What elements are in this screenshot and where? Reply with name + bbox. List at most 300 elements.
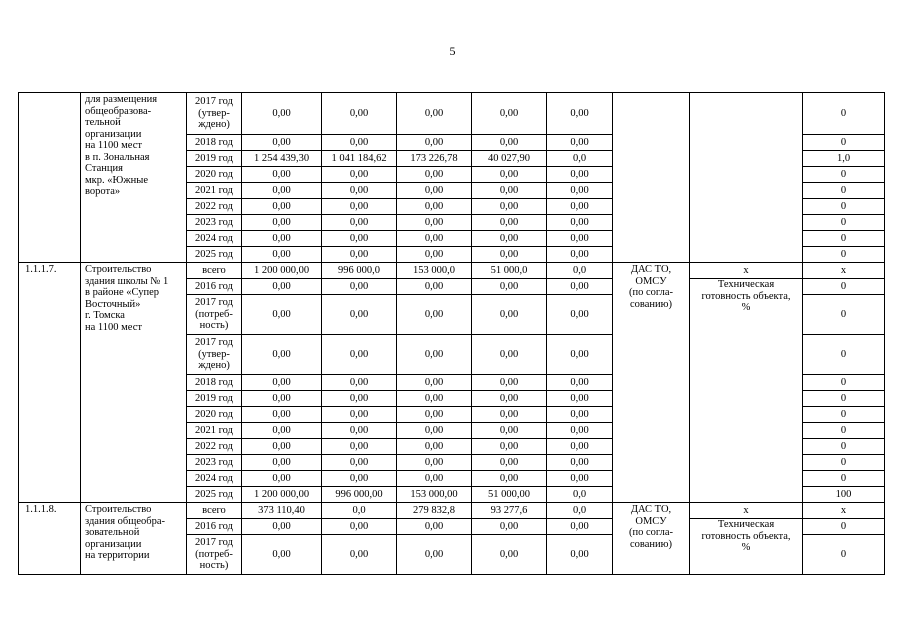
amount-cell	[472, 455, 547, 471]
amount-cell	[322, 455, 397, 471]
amount-cell-text: 1 254 439,30	[253, 152, 310, 164]
amount-cell-text: 0,00	[499, 308, 519, 320]
amount-cell-text: 279 832,8	[413, 504, 455, 516]
amount-cell	[322, 487, 397, 503]
amount-cell-text: 0,00	[570, 520, 589, 532]
amount-cell	[242, 167, 322, 183]
amount-cell-text: 0,00	[499, 548, 519, 560]
amount-cell	[472, 519, 547, 535]
year-cell-text: 2024 год	[195, 232, 233, 244]
amount-cell	[322, 295, 397, 335]
amount-cell-text: 0,00	[424, 424, 444, 436]
year-cell	[187, 183, 242, 199]
amount-cell	[547, 503, 613, 519]
indicator-value-cell-text: 0	[840, 408, 847, 420]
amount-cell	[472, 487, 547, 503]
indicator-value-cell	[803, 199, 885, 215]
indicator-value-cell	[803, 423, 885, 439]
year-cell	[187, 407, 242, 423]
amount-cell	[397, 407, 472, 423]
amount-cell	[242, 231, 322, 247]
amount-cell-text: 0,00	[424, 280, 444, 292]
amount-cell-text: 0,00	[272, 184, 291, 196]
year-cell-text: 2018 год	[195, 376, 233, 388]
amount-cell-text: 0,00	[349, 376, 369, 388]
item-name-cell-text: для размещения общеобразова- тельной организации на 1100 мест в п. Зональная Станция мкр. «Южные ворота»	[85, 94, 158, 197]
year-cell	[187, 439, 242, 455]
indicator-value-cell	[803, 135, 885, 151]
amount-cell	[397, 335, 472, 375]
year-cell-text: 2021 год	[195, 184, 233, 196]
amount-cell-text: 0,00	[424, 548, 444, 560]
amount-cell-text: 0,00	[272, 408, 291, 420]
amount-cell	[242, 263, 322, 279]
indicator-value-cell-text: х	[840, 264, 847, 276]
indicator-value-cell-text: 0	[840, 184, 847, 196]
amount-cell	[547, 535, 613, 575]
amount-cell-text: 0,00	[349, 200, 369, 212]
year-cell	[187, 503, 242, 519]
amount-cell	[397, 199, 472, 215]
amount-cell-text: 153 000,00	[410, 488, 458, 500]
amount-cell	[547, 471, 613, 487]
amount-cell-text: 0,00	[349, 548, 369, 560]
year-cell-text: 2016 год	[195, 520, 233, 532]
year-cell-text: 2017 год (утвер- ждено)	[195, 96, 233, 131]
amount-cell	[322, 503, 397, 519]
amount-cell-text: 0,00	[424, 408, 444, 420]
amount-cell	[322, 231, 397, 247]
amount-cell	[242, 423, 322, 439]
item-number-cell-text: 1.1.1.8.	[25, 504, 57, 515]
amount-cell-text: 0,00	[570, 376, 589, 388]
year-cell	[187, 279, 242, 295]
year-cell	[187, 535, 242, 575]
indicator-value-cell	[803, 335, 885, 375]
amount-cell	[547, 455, 613, 471]
amount-cell-text: 0,00	[272, 392, 291, 404]
amount-cell	[242, 519, 322, 535]
amount-cell-text: 0,00	[499, 348, 519, 360]
amount-cell-text: 0,0	[572, 504, 587, 516]
amount-cell-text: 1 200 000,00	[253, 264, 310, 276]
year-cell	[187, 391, 242, 407]
amount-cell	[397, 183, 472, 199]
amount-cell	[322, 135, 397, 151]
amount-cell	[242, 335, 322, 375]
year-cell-text: 2024 год	[195, 472, 233, 484]
amount-cell-text: 0,00	[570, 308, 589, 320]
item-number-cell	[19, 503, 81, 575]
amount-cell	[397, 247, 472, 263]
budget-table	[18, 92, 885, 575]
executor-cell	[613, 503, 690, 575]
indicator-value-cell	[803, 215, 885, 231]
year-cell-text: 2023 год	[195, 216, 233, 228]
amount-cell	[547, 167, 613, 183]
indicator-value-cell-text: 0	[840, 348, 847, 360]
amount-cell-text: 0,00	[272, 472, 291, 484]
year-cell-text: 2019 год	[195, 392, 233, 404]
amount-cell-text: 0,00	[272, 376, 291, 388]
amount-cell	[397, 487, 472, 503]
amount-cell-text: 0,00	[424, 184, 444, 196]
amount-cell-text: 0,00	[272, 520, 291, 532]
amount-cell-text: 0,00	[570, 408, 589, 420]
amount-cell	[242, 439, 322, 455]
amount-cell	[547, 135, 613, 151]
amount-cell-text: 0,0	[572, 264, 587, 276]
amount-cell-text: 0,00	[272, 136, 291, 148]
amount-cell	[547, 231, 613, 247]
amount-cell-text: 0,00	[424, 440, 444, 452]
amount-cell	[242, 199, 322, 215]
amount-cell	[397, 455, 472, 471]
year-cell-text: 2025 год	[195, 248, 233, 260]
year-cell-text: 2016 год	[195, 280, 233, 292]
indicator-value-cell-text: 0	[840, 136, 847, 148]
amount-cell-text: 0,00	[349, 232, 369, 244]
amount-cell-text: 0,0	[572, 152, 587, 164]
year-cell	[187, 487, 242, 503]
amount-cell-text: 0,00	[349, 456, 369, 468]
amount-cell	[242, 455, 322, 471]
amount-cell	[472, 247, 547, 263]
indicator-value-cell	[803, 93, 885, 135]
year-cell	[187, 199, 242, 215]
indicator-value-cell	[803, 503, 885, 519]
item-name-cell	[81, 503, 187, 575]
amount-cell-text: 0,00	[570, 107, 589, 119]
amount-cell-text: 0,00	[424, 248, 444, 260]
amount-cell	[547, 407, 613, 423]
amount-cell	[397, 519, 472, 535]
item-name-cell-text: Строительство здания школы № 1 в районе «Супер Восточный» г. Томска на 1100 мест	[85, 264, 169, 333]
amount-cell	[472, 471, 547, 487]
indicator-value-cell-text: 0	[840, 472, 847, 484]
amount-cell	[397, 471, 472, 487]
amount-cell	[472, 295, 547, 335]
amount-cell-text: 0,00	[349, 472, 369, 484]
table-row	[19, 503, 885, 519]
amount-cell	[472, 439, 547, 455]
item-number-cell	[19, 93, 81, 263]
indicator-value-cell	[803, 391, 885, 407]
item-number-cell-text: 1.1.1.7.	[25, 264, 57, 275]
amount-cell	[397, 295, 472, 335]
amount-cell-text: 0,00	[349, 184, 369, 196]
amount-cell	[242, 535, 322, 575]
amount-cell-text: 0,00	[499, 216, 519, 228]
year-cell-text: 2017 год (потреб- ность)	[195, 537, 233, 572]
amount-cell-text: 0,00	[499, 520, 519, 532]
indicator-name-cell	[690, 263, 803, 279]
amount-cell	[547, 93, 613, 135]
amount-cell-text: 0,00	[349, 424, 369, 436]
amount-cell-text: 0,00	[272, 348, 291, 360]
amount-cell	[322, 279, 397, 295]
indicator-value-cell	[803, 151, 885, 167]
table-row	[19, 93, 885, 135]
indicator-value-cell-text: 0	[840, 392, 847, 404]
amount-cell	[472, 391, 547, 407]
indicator-value-cell-text: 0	[840, 376, 847, 388]
year-cell-text: 2017 год (утвер- ждено)	[195, 337, 233, 372]
executor-cell-text: ДАС ТО, ОМСУ (по согла- сованию)	[628, 504, 674, 550]
year-cell	[187, 375, 242, 391]
amount-cell	[547, 335, 613, 375]
amount-cell	[242, 135, 322, 151]
amount-cell-text: 0,00	[349, 440, 369, 452]
amount-cell-text: 0,00	[499, 184, 519, 196]
year-cell	[187, 231, 242, 247]
amount-cell	[397, 93, 472, 135]
year-cell	[187, 471, 242, 487]
amount-cell	[472, 167, 547, 183]
amount-cell-text: 0,00	[349, 248, 369, 260]
amount-cell-text: 0,00	[424, 308, 444, 320]
amount-cell	[322, 167, 397, 183]
amount-cell-text: 0,00	[272, 168, 291, 180]
amount-cell-text: 0,00	[424, 456, 444, 468]
amount-cell-text: 0,00	[349, 520, 369, 532]
amount-cell	[242, 407, 322, 423]
year-cell	[187, 263, 242, 279]
indicator-value-cell-text: 0	[840, 216, 847, 228]
year-cell-text: 2020 год	[195, 408, 233, 420]
amount-cell-text: 40 027,90	[488, 152, 530, 164]
amount-cell-text: 51 000,0	[490, 264, 528, 276]
amount-cell-text: 0,00	[499, 136, 519, 148]
amount-cell-text: 0,00	[499, 408, 519, 420]
indicator-value-cell-text: 0	[840, 308, 847, 320]
indicator-value-cell	[803, 407, 885, 423]
amount-cell-text: 0,00	[570, 168, 589, 180]
amount-cell-text: 0,00	[570, 440, 589, 452]
amount-cell-text: 1 200 000,00	[253, 488, 310, 500]
amount-cell	[472, 263, 547, 279]
year-cell	[187, 247, 242, 263]
indicator-value-cell-text: 0	[840, 548, 847, 560]
amount-cell-text: 0,00	[349, 348, 369, 360]
amount-cell	[472, 503, 547, 519]
amount-cell-text: 0,00	[349, 136, 369, 148]
amount-cell	[397, 423, 472, 439]
amount-cell	[472, 135, 547, 151]
amount-cell-text: 0,00	[499, 248, 519, 260]
amount-cell	[472, 231, 547, 247]
indicator-value-cell	[803, 247, 885, 263]
amount-cell-text: 0,00	[349, 308, 369, 320]
amount-cell	[397, 375, 472, 391]
amount-cell-text: 1 041 184,62	[331, 152, 387, 164]
amount-cell-text: 0,00	[570, 456, 589, 468]
amount-cell	[322, 375, 397, 391]
item-name-cell-text: Строительство здания общеобра- зовательной организации на территории	[85, 504, 165, 561]
year-cell	[187, 455, 242, 471]
amount-cell-text: 51 000,00	[488, 488, 530, 500]
amount-cell-text: 0,0	[352, 504, 366, 516]
amount-cell	[322, 93, 397, 135]
indicator-value-cell	[803, 487, 885, 503]
year-cell-text: всего	[202, 504, 226, 516]
amount-cell-text: 0,00	[272, 424, 291, 436]
amount-cell-text: 996 000,00	[335, 488, 383, 500]
amount-cell-text: 0,00	[272, 200, 291, 212]
indicator-value-cell-text: 0	[840, 107, 847, 119]
amount-cell	[322, 407, 397, 423]
amount-cell	[547, 519, 613, 535]
amount-cell	[547, 391, 613, 407]
indicator-value-cell-text: 0	[840, 232, 847, 244]
amount-cell	[397, 167, 472, 183]
year-cell-text: всего	[202, 264, 226, 276]
amount-cell-text: 0,00	[499, 376, 519, 388]
amount-cell-text: 0,00	[424, 348, 444, 360]
amount-cell-text: 0,00	[570, 232, 589, 244]
amount-cell	[322, 335, 397, 375]
amount-cell	[242, 215, 322, 231]
amount-cell-text: 0,00	[499, 200, 519, 212]
amount-cell	[472, 215, 547, 231]
amount-cell-text: 0,0	[572, 488, 587, 500]
amount-cell-text: 0,00	[570, 136, 589, 148]
amount-cell-text: 0,00	[499, 168, 519, 180]
year-cell	[187, 335, 242, 375]
indicator-value-cell-text: 0	[840, 520, 847, 532]
amount-cell-text: 0,00	[499, 440, 519, 452]
year-cell	[187, 167, 242, 183]
amount-cell	[547, 423, 613, 439]
indicator-value-cell	[803, 471, 885, 487]
amount-cell	[472, 335, 547, 375]
page-number: 5	[449, 44, 456, 58]
indicator-value-cell	[803, 183, 885, 199]
executor-cell	[613, 263, 690, 503]
amount-cell-text: 0,00	[570, 200, 589, 212]
item-name-cell	[81, 93, 187, 263]
indicator-value-cell-text: 0	[840, 440, 847, 452]
amount-cell	[242, 471, 322, 487]
indicator-name-cell	[690, 93, 803, 263]
amount-cell	[472, 151, 547, 167]
amount-cell-text: 0,00	[272, 548, 291, 560]
amount-cell	[397, 535, 472, 575]
amount-cell-text: 0,00	[424, 136, 444, 148]
indicator-value-cell-text: 0	[840, 456, 847, 468]
indicator-value-cell-text: 100	[835, 488, 852, 500]
amount-cell	[322, 439, 397, 455]
amount-cell-text: 0,00	[349, 408, 369, 420]
indicator-value-cell-text: 0	[840, 280, 847, 292]
amount-cell-text: 93 277,6	[490, 504, 528, 516]
amount-cell-text: 173 226,78	[410, 152, 458, 164]
indicator-value-cell-text: 0	[840, 248, 847, 260]
amount-cell-text: 0,00	[570, 348, 589, 360]
amount-cell-text: 0,00	[570, 392, 589, 404]
amount-cell	[547, 151, 613, 167]
amount-cell-text: 0,00	[499, 456, 519, 468]
amount-cell	[242, 183, 322, 199]
amount-cell	[472, 535, 547, 575]
indicator-name-cell-text: х	[743, 504, 749, 516]
indicator-name-cell	[690, 279, 803, 503]
amount-cell-text: 0,00	[349, 280, 369, 292]
amount-cell-text: 0,00	[424, 216, 444, 228]
amount-cell	[547, 295, 613, 335]
amount-cell-text: 0,00	[499, 424, 519, 436]
amount-cell	[242, 247, 322, 263]
indicator-value-cell	[803, 279, 885, 295]
amount-cell	[322, 183, 397, 199]
amount-cell-text: 0,00	[570, 424, 589, 436]
amount-cell	[472, 279, 547, 295]
amount-cell-text: 0,00	[424, 376, 444, 388]
amount-cell-text: 0,00	[499, 392, 519, 404]
indicator-value-cell	[803, 455, 885, 471]
amount-cell	[472, 423, 547, 439]
year-cell-text: 2022 год	[195, 440, 233, 452]
amount-cell	[547, 199, 613, 215]
amount-cell-text: 0,00	[424, 168, 444, 180]
amount-cell-text: 0,00	[349, 392, 369, 404]
indicator-name-cell-text: Техническая готовность объекта, %	[701, 519, 791, 553]
amount-cell	[547, 439, 613, 455]
indicator-name-cell	[690, 503, 803, 519]
amount-cell	[547, 183, 613, 199]
amount-cell-text: 0,00	[272, 232, 291, 244]
indicator-name-cell-text: Техническая готовность объекта, %	[701, 279, 791, 313]
amount-cell-text: 0,00	[349, 216, 369, 228]
amount-cell-text: 0,00	[272, 216, 291, 228]
indicator-value-cell-text: 0	[840, 168, 847, 180]
amount-cell-text: 0,00	[272, 440, 291, 452]
amount-cell	[322, 263, 397, 279]
amount-cell	[397, 503, 472, 519]
amount-cell-text: 0,00	[570, 248, 589, 260]
amount-cell-text: 0,00	[424, 107, 444, 119]
amount-cell	[322, 471, 397, 487]
amount-cell-text: 0,00	[272, 280, 291, 292]
amount-cell-text: 0,00	[272, 248, 291, 260]
indicator-value-cell	[803, 231, 885, 247]
amount-cell	[397, 391, 472, 407]
amount-cell	[322, 535, 397, 575]
amount-cell	[547, 263, 613, 279]
indicator-name-cell	[690, 519, 803, 575]
amount-cell-text: 0,00	[424, 200, 444, 212]
amount-cell	[397, 215, 472, 231]
year-cell-text: 2023 год	[195, 456, 233, 468]
amount-cell-text: 373 110,40	[258, 504, 305, 516]
year-cell-text: 2019 год	[195, 152, 233, 164]
indicator-value-cell-text: х	[840, 504, 847, 516]
amount-cell	[242, 279, 322, 295]
amount-cell	[242, 487, 322, 503]
amount-cell-text: 0,00	[272, 107, 291, 119]
amount-cell-text: 0,00	[499, 232, 519, 244]
year-cell-text: 2022 год	[195, 200, 233, 212]
amount-cell-text: 0,00	[499, 107, 519, 119]
amount-cell	[322, 247, 397, 263]
amount-cell	[397, 439, 472, 455]
executor-cell-text: ДАС ТО, ОМСУ (по согла- сованию)	[628, 264, 674, 310]
indicator-value-cell-text: 0	[840, 200, 847, 212]
indicator-value-cell-text: 0	[840, 424, 847, 436]
amount-cell-text: 0,00	[349, 168, 369, 180]
year-cell	[187, 215, 242, 231]
amount-cell	[322, 151, 397, 167]
